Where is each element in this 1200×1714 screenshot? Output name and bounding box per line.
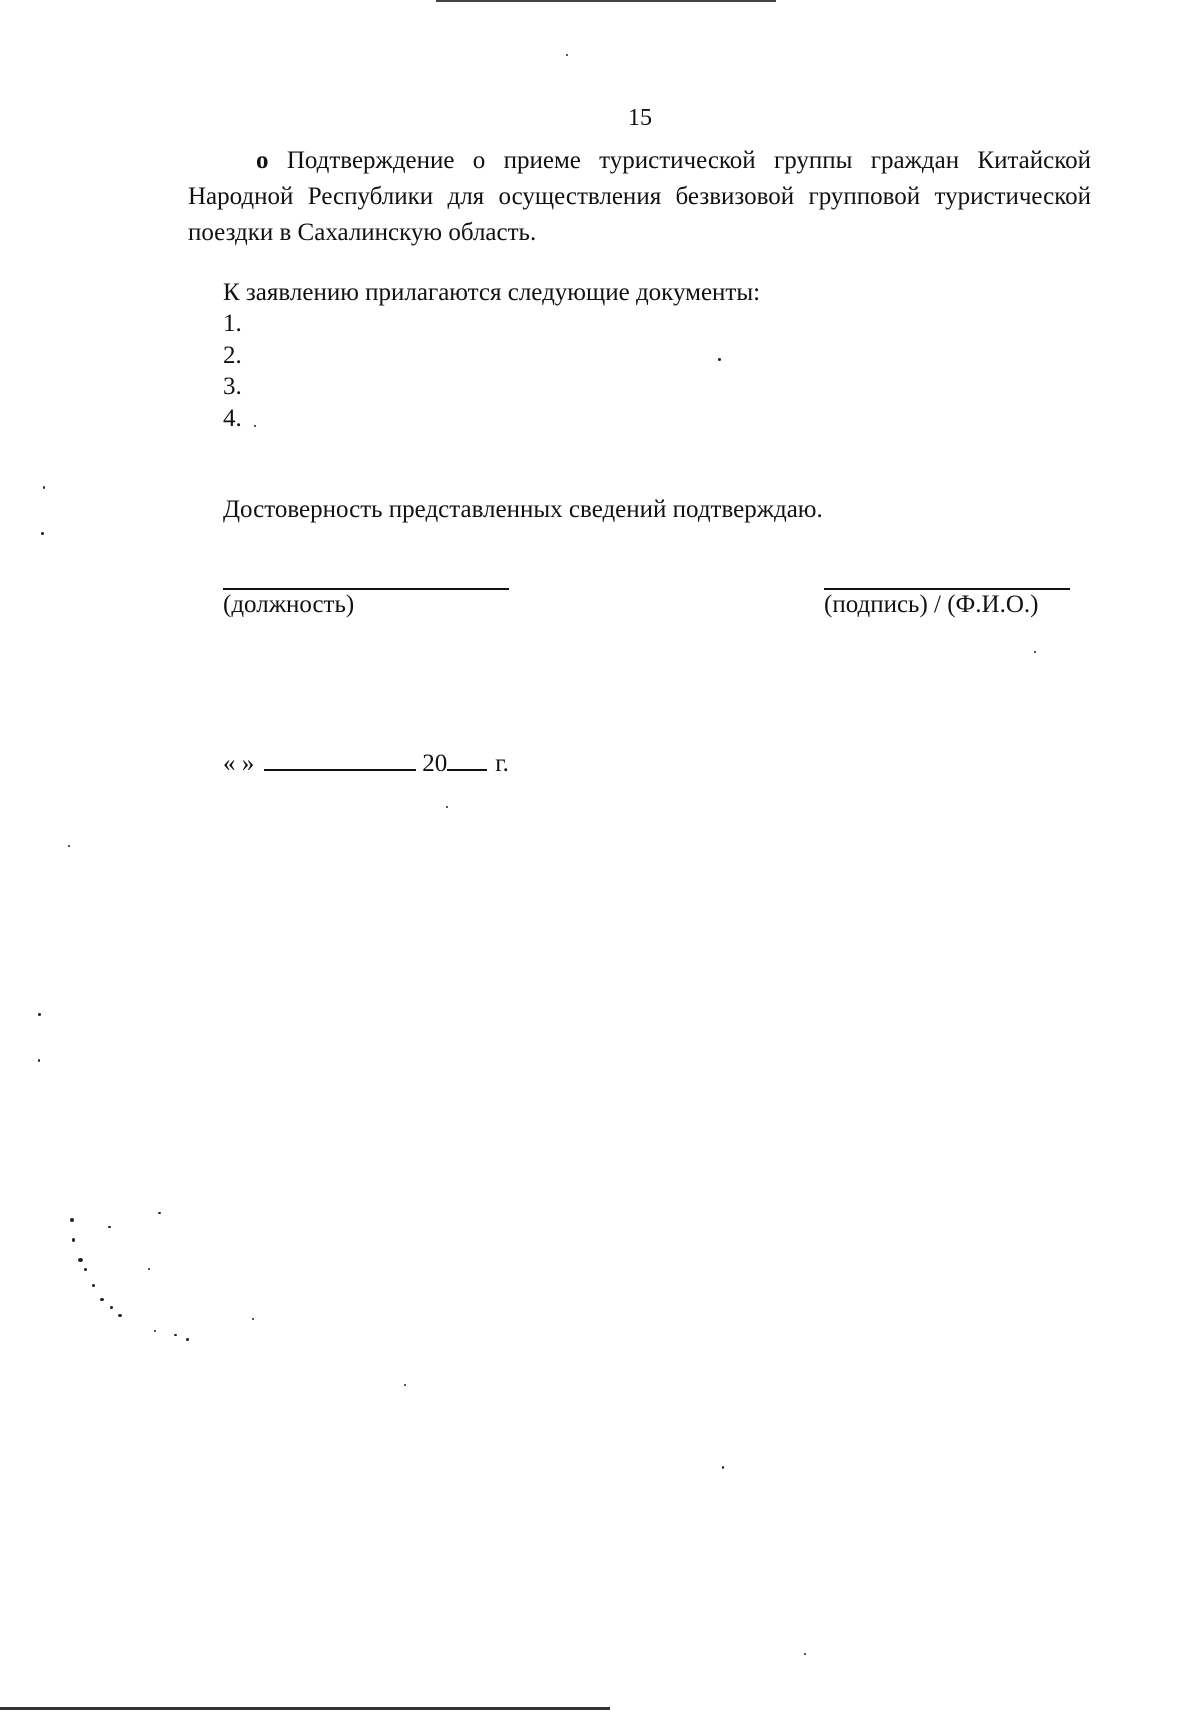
attachment-item: 2. [223, 341, 242, 369]
scan-speck [70, 1218, 74, 1222]
date-year-blank [447, 751, 487, 771]
scan-speck [254, 425, 256, 427]
scan-speck [84, 1268, 87, 1271]
scan-speck [154, 1330, 156, 1332]
scan-speck [43, 486, 45, 489]
scan-speck [148, 1268, 150, 1270]
scan-speck [718, 358, 721, 361]
scan-speck [78, 1258, 83, 1262]
accuracy-confirmation-text: Достоверность представленных сведений подтверждаю. [223, 496, 823, 523]
scan-speck [446, 806, 448, 808]
page-number: 15 [628, 105, 652, 131]
scan-speck [110, 1306, 113, 1309]
scan-speck [38, 1013, 41, 1016]
scan-speck [722, 1466, 724, 1469]
paragraph-text: Подтверждение о приеме туристической группы граждан Китайской Народной Республики для осуществления безвизовой групповой туристической поездки в Сахалинскую область. [188, 147, 1092, 246]
scan-speck [174, 1334, 177, 1336]
attachments-heading: К заявлению прилагаются следующие документы: [223, 279, 761, 306]
date-year-prefix: 20 [422, 750, 448, 777]
scan-speck [100, 1298, 104, 1301]
attachment-item: 3. [223, 373, 242, 400]
scan-speck [38, 1059, 40, 1062]
scan-speck [566, 54, 568, 56]
date-quotes: « » [223, 750, 255, 777]
scan-speck [68, 845, 70, 847]
date-year-suffix: г. [495, 750, 509, 777]
date-month-blank [264, 751, 416, 771]
scan-edge-line-top [436, 0, 776, 2]
scan-speck [92, 1284, 95, 1287]
scan-speck [252, 1318, 254, 1320]
scan-speck [158, 1212, 161, 1214]
bullet-marker: o [256, 147, 269, 174]
scan-edge-line-bottom [0, 1707, 610, 1710]
scan-speck [41, 532, 44, 535]
scan-speck [108, 1226, 111, 1228]
scan-speck [1034, 651, 1036, 653]
signature-name-label: (подпись) / (Ф.И.О.) [824, 591, 1039, 618]
scan-speck [72, 1238, 75, 1242]
date-field [223, 748, 509, 780]
confirmation-paragraph [188, 143, 1091, 251]
position-label: (должность) [223, 591, 355, 618]
attachment-item: 1. [223, 310, 242, 337]
scan-speck [404, 1384, 406, 1386]
attachment-item: 4. [223, 404, 242, 432]
scan-speck [186, 1338, 189, 1341]
scan-speck [118, 1314, 122, 1317]
attachments-list [223, 308, 242, 434]
scan-speck [804, 1653, 806, 1655]
